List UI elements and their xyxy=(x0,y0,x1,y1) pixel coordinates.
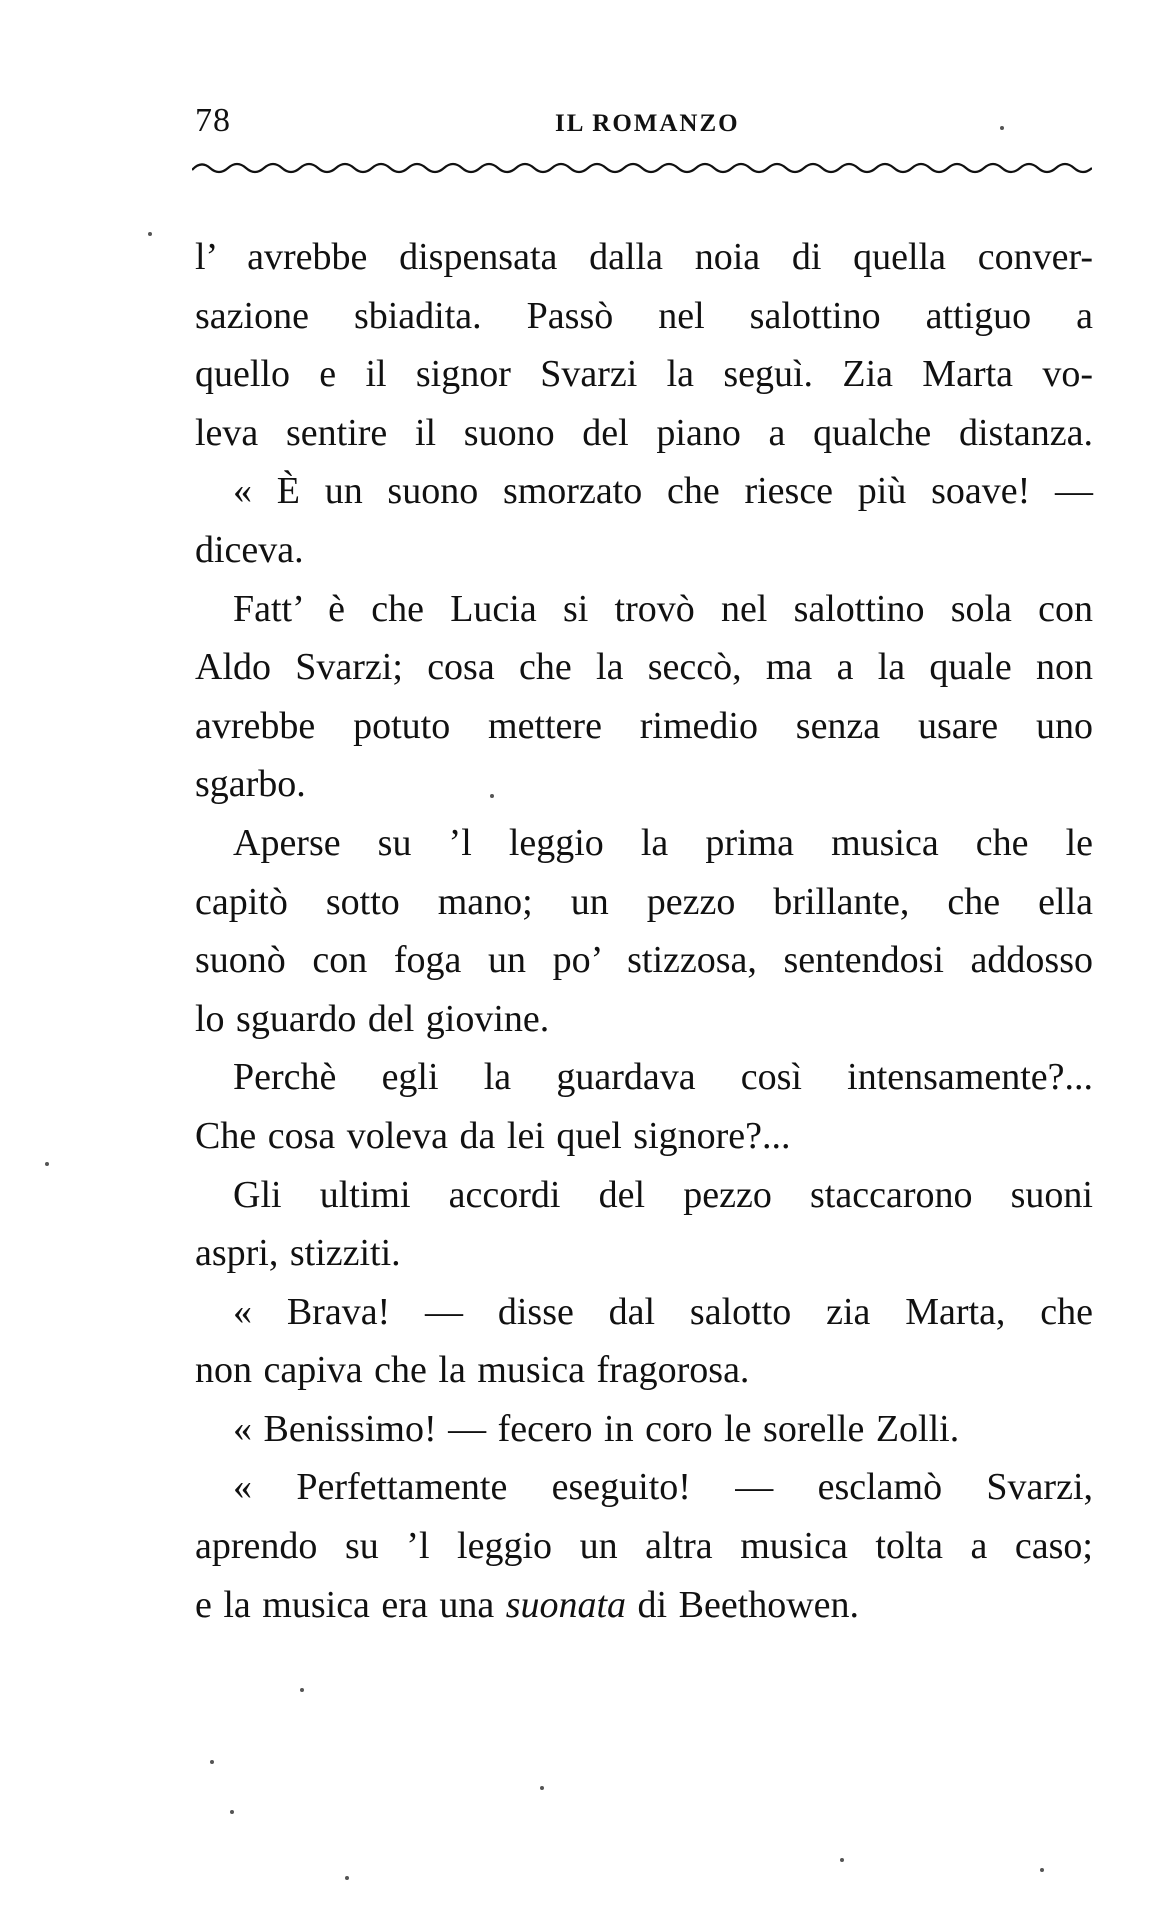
text-line: l’ avrebbe dispensata dalla noia di quella conver- xyxy=(195,236,1093,278)
body-text xyxy=(195,228,1093,1634)
scan-speck xyxy=(540,1786,544,1790)
text-line: diceva. xyxy=(195,528,304,571)
text-line: Aldo Svarzi; cosa che la seccò, ma a la quale non xyxy=(195,646,1093,689)
text-line: capitò sotto mano; un pezzo brillante, che ella xyxy=(195,880,1093,923)
scan-speck xyxy=(345,1876,349,1880)
text-line: suonò con foga un po’ stizzosa, sentendosi addosso xyxy=(195,939,1093,982)
text-line: leva sentire il suono del piano a qualche distanza. xyxy=(195,411,1093,454)
scan-speck xyxy=(1000,126,1004,130)
text-line: Gli ultimi accordi del pezzo staccarono suoni xyxy=(233,1173,1093,1216)
text-line: « È un suono smorzato che riesce più soave! — xyxy=(233,470,1093,513)
text-line: sazione sbiadita. Passò nel salottino attiguo a xyxy=(195,294,1093,337)
scan-speck xyxy=(490,794,494,798)
text-line: Aperse su ’l leggio la prima musica che le xyxy=(233,821,1093,864)
scan-speck xyxy=(840,1858,844,1862)
text-line: non capiva che la musica fragorosa. xyxy=(195,1349,750,1392)
text-line: Fatt’ è che Lucia si trovò nel salottino sola con xyxy=(233,587,1093,630)
text-line: « Perfettamente eseguito! — esclamò Svarzi, xyxy=(233,1466,1093,1509)
text-line: aspri, stizziti. xyxy=(195,1232,401,1275)
text-line: Perchè egli la guardava così intensamente?... xyxy=(233,1056,1093,1099)
scan-speck xyxy=(230,1810,234,1814)
scan-speck xyxy=(210,1760,214,1764)
text-line: aprendo su ’l leggio un altra musica tolta a caso; xyxy=(195,1525,1093,1568)
wavy-rule-divider xyxy=(192,156,1092,178)
page-number: 78 xyxy=(195,102,231,139)
scan-speck xyxy=(148,232,152,236)
text-line: lo sguardo del giovine. xyxy=(195,997,550,1040)
text-line: quello e il signor Svarzi la seguì. Zia Marta vo- xyxy=(195,353,1093,396)
text-fragment: di Beethowen. xyxy=(626,1583,860,1626)
text-line: Che cosa voleva da lei quel signore?... xyxy=(195,1114,791,1157)
italic-word: suonata xyxy=(505,1583,627,1626)
text-fragment: e la musica era una xyxy=(195,1583,506,1626)
scan-speck xyxy=(1040,1868,1044,1872)
text-line: « Brava! — disse dal salotto zia Marta, che xyxy=(233,1290,1093,1333)
text-line-final xyxy=(195,1576,1093,1635)
text-line: avrebbe potuto mettere rimedio senza usare uno xyxy=(195,704,1093,747)
scan-speck xyxy=(45,1162,49,1166)
running-head xyxy=(195,102,1090,146)
text-line: sgarbo. xyxy=(195,763,306,806)
text-line: « Benissimo! — fecero in coro le sorelle Zolli. xyxy=(233,1407,960,1450)
running-title: IL ROMANZO xyxy=(555,110,740,137)
scan-speck xyxy=(300,1688,304,1692)
